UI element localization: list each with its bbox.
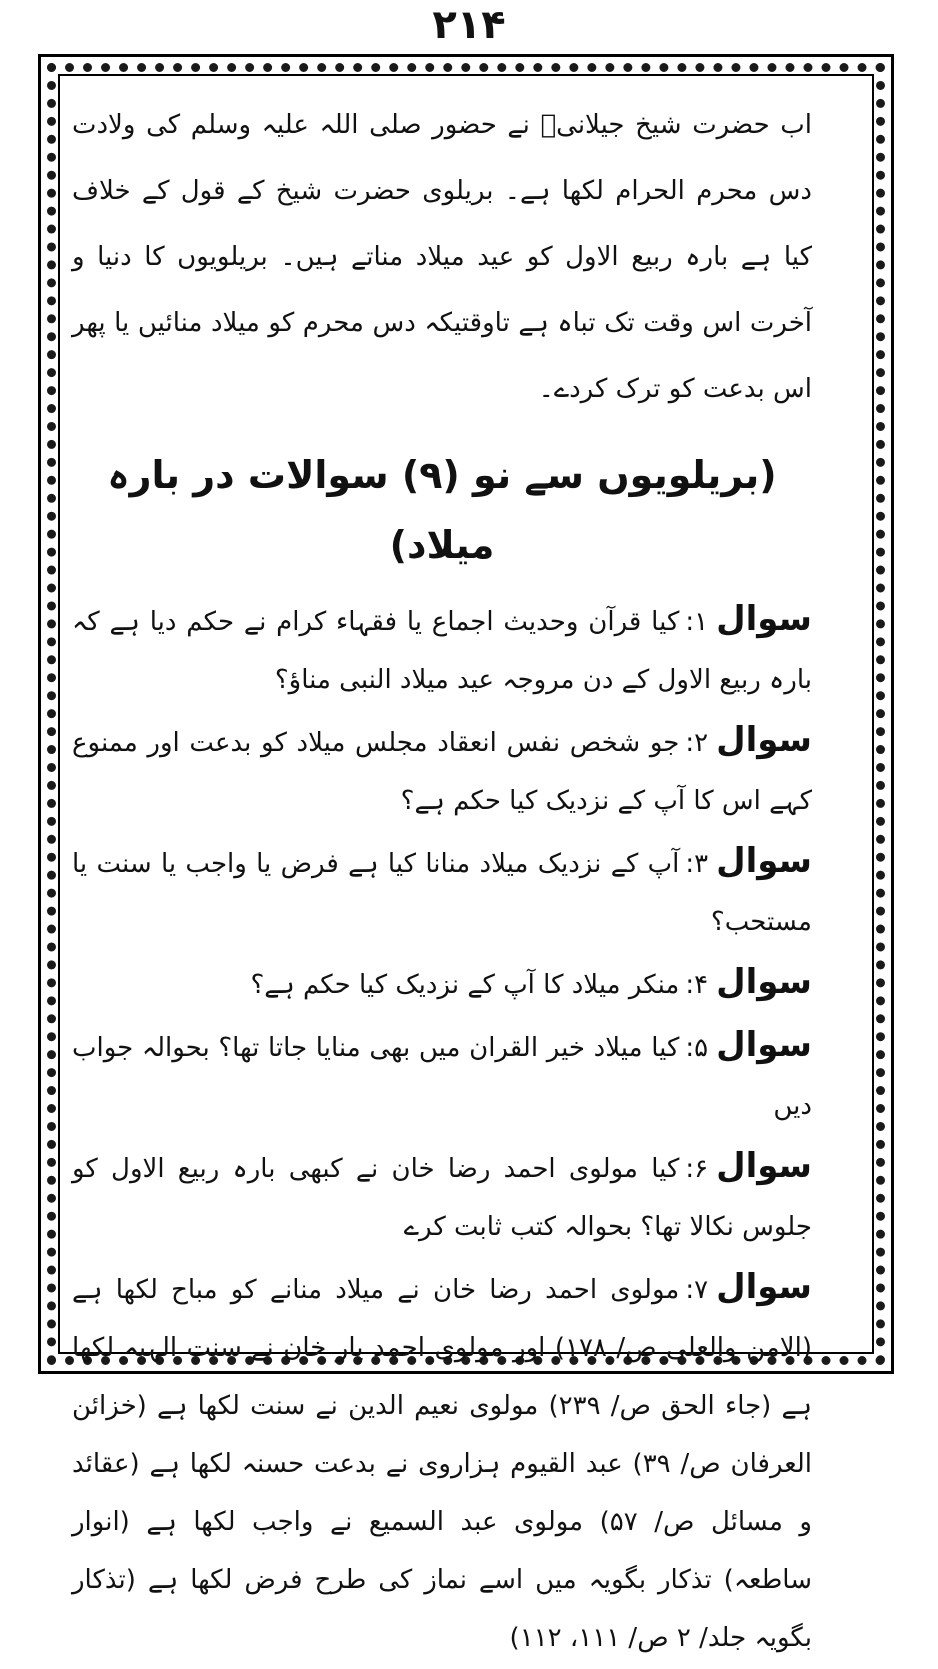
question-label: سوال <box>716 1146 812 1186</box>
question-item <box>72 1137 812 1256</box>
question-text: منکر میلاد کا آپ کے نزدیک کیا حکم ہے؟ <box>250 970 680 1000</box>
question-label: سوال <box>716 1267 812 1307</box>
page-content <box>72 92 812 1669</box>
question-text: مولوی احمد رضا خان نے میلاد منانے کو مباح لکھا ہے (الامن والعلی ص/ ۱۷۸) اور مولوی احمد یار خان نے سنت الہیہ لکھا ہے (جاء الحق ص/ ۲۳۹) مولوی نعیم الدین نے سنت لکھا ہے (خزائن العرفان ص/ ۳۹) عبد القیوم ہزاروی نے بدعت حسنہ لکھا ہے (عقائد و مسائل ص/ ۵۷) مولوی عبد السمیع نے واجب لکھا ہے (انوار ساطعہ) تذکار بگویہ میں اسے نماز کی طرح فرض لکھا ہے (تذکار بگویہ جلد/ ۲ ص/ ۱۱۱، ۱۱۲) <box>72 1275 812 1653</box>
section-heading: (بریلویوں سے نو (۹) سوالات در بارہ میلاد) <box>107 453 777 567</box>
question-text: کیا میلاد خیر القران میں بھی منایا جاتا تھا؟ بحوالہ جواب دیں <box>72 1033 812 1121</box>
question-item <box>72 832 812 951</box>
question-item <box>72 711 812 830</box>
question-label: سوال <box>716 599 812 639</box>
question-item <box>72 953 812 1014</box>
question-number: ۳: <box>685 849 709 879</box>
question-number: ۱: <box>685 607 709 637</box>
question-number: ۵: <box>685 1033 709 1063</box>
question-item <box>72 1258 812 1667</box>
question-number: ۶: <box>685 1154 709 1184</box>
question-text: کیا قرآن وحدیث اجماع یا فقہاء کرام نے حکم دیا ہے کہ بارہ ربیع الاول کے دن مروجہ عید میلاد النبی مناؤ؟ <box>72 607 812 695</box>
question-text: کیا مولوی احمد رضا خان نے کبھی بارہ ربیع الاول کو جلوس نکالا تھا؟ بحوالہ کتب ثابت کرے <box>72 1154 812 1242</box>
question-item <box>72 1016 812 1135</box>
page-number: ۲۱۴ <box>432 2 506 48</box>
question-number: ۴: <box>685 970 709 1000</box>
question-item <box>72 590 812 709</box>
question-label: سوال <box>716 962 812 1002</box>
question-number: ۷: <box>685 1275 709 1305</box>
question-label: سوال <box>716 841 812 881</box>
question-text: جو شخص نفس انعقاد مجلس میلاد کو بدعت اور ممنوع کہے اس کا آپ کے نزدیک کیا حکم ہے؟ <box>72 728 812 816</box>
question-number: ۲: <box>685 728 709 758</box>
question-text: آپ کے نزدیک میلاد منانا کیا ہے فرض یا واجب یا سنت یا مستحب؟ <box>72 849 812 937</box>
question-label: سوال <box>716 1025 812 1065</box>
question-label: سوال <box>716 720 812 760</box>
intro-paragraph: اب حضرت شیخ جیلانیؒ نے حضور صلی اللہ علیہ وسلم کی ولادت دس محرم الحرام لکھا ہے۔ بریلوی حضرت شیخ کے قول کے خلاف کیا ہے بارہ ربیع الاول کو عید میلاد مناتے ہیں۔ بریلویوں کا دنیا و آخرت اس وقت تک تباہ ہے تاوقتیکہ دس محرم کو میلاد منائیں یا پھر اس بدعت کو ترک کردے۔ <box>72 110 812 404</box>
